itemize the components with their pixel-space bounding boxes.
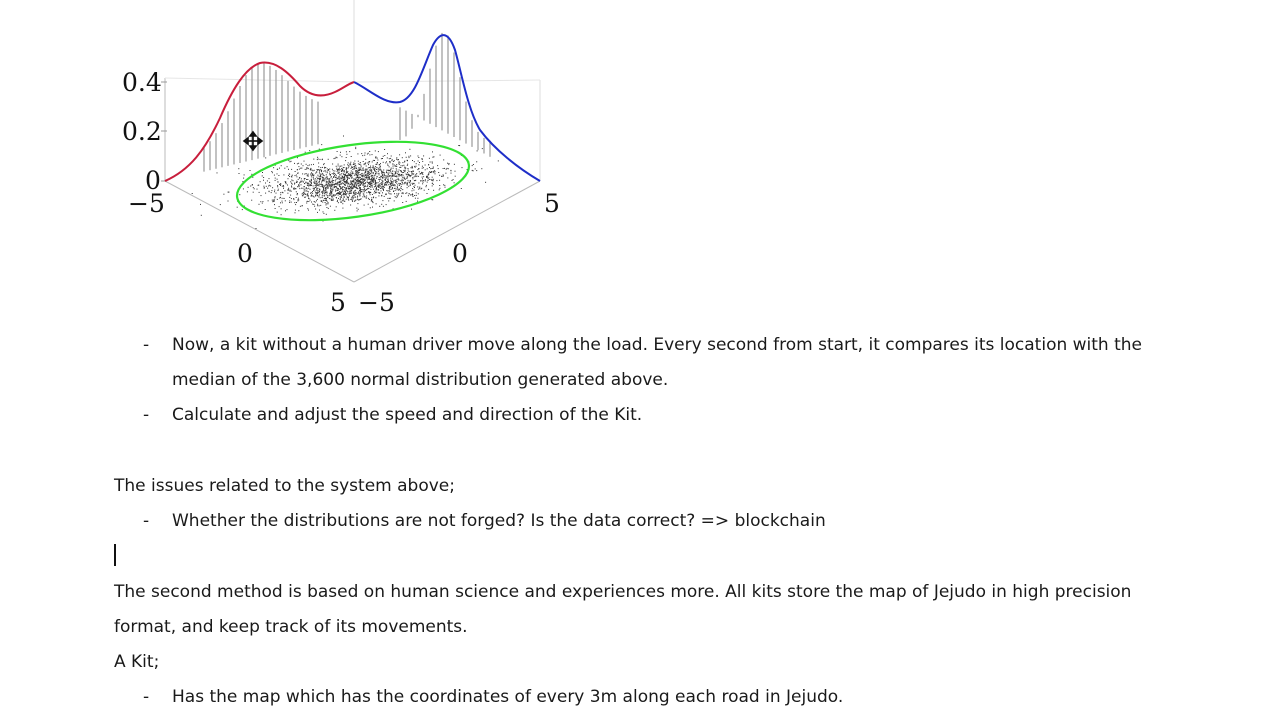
bullet-marker: - [143,335,150,355]
z-label-02: 0.2 [122,117,162,146]
bullet-text-adjust-speed: Calculate and adjust the speed and direction of the Kit. [172,405,643,425]
bullet-text-kit-move: Now, a kit without a human driver move along the load. Every second from start, it compares its location with the [172,335,1143,355]
bullet-marker: - [143,687,150,707]
z-label-04: 0.4 [122,68,162,97]
bullet-text-map: Has the map which has the coordinates of every 3m along each road in Jejudo. [172,687,844,707]
bullet-text-median: median of the 3,600 normal distribution generated above. [172,370,669,390]
z-label-0: 0 [145,166,161,195]
issues-heading: The issues related to the system above; [114,476,455,496]
y-label-5: 5 [544,189,560,218]
second-method-line-2: format, and keep track of its movements. [114,617,468,637]
text-cursor-caret[interactable] [114,544,116,566]
x-label-0: 0 [237,239,253,268]
bullet-marker: - [143,405,150,425]
bullet-text-forged: Whether the distributions are not forged? Is the data correct? => blockchain [172,511,826,531]
y-label-neg5: −5 [358,288,395,317]
x-label-5: 5 [330,288,346,317]
kit-heading: A Kit; [114,652,160,672]
x-label-neg5: −5 [128,189,165,218]
y-label-0: 0 [452,239,468,268]
second-method-line-1: The second method is based on human science and experiences more. All kits store the map of Jejudo in high precision [114,582,1132,602]
bullet-marker: - [143,511,150,531]
